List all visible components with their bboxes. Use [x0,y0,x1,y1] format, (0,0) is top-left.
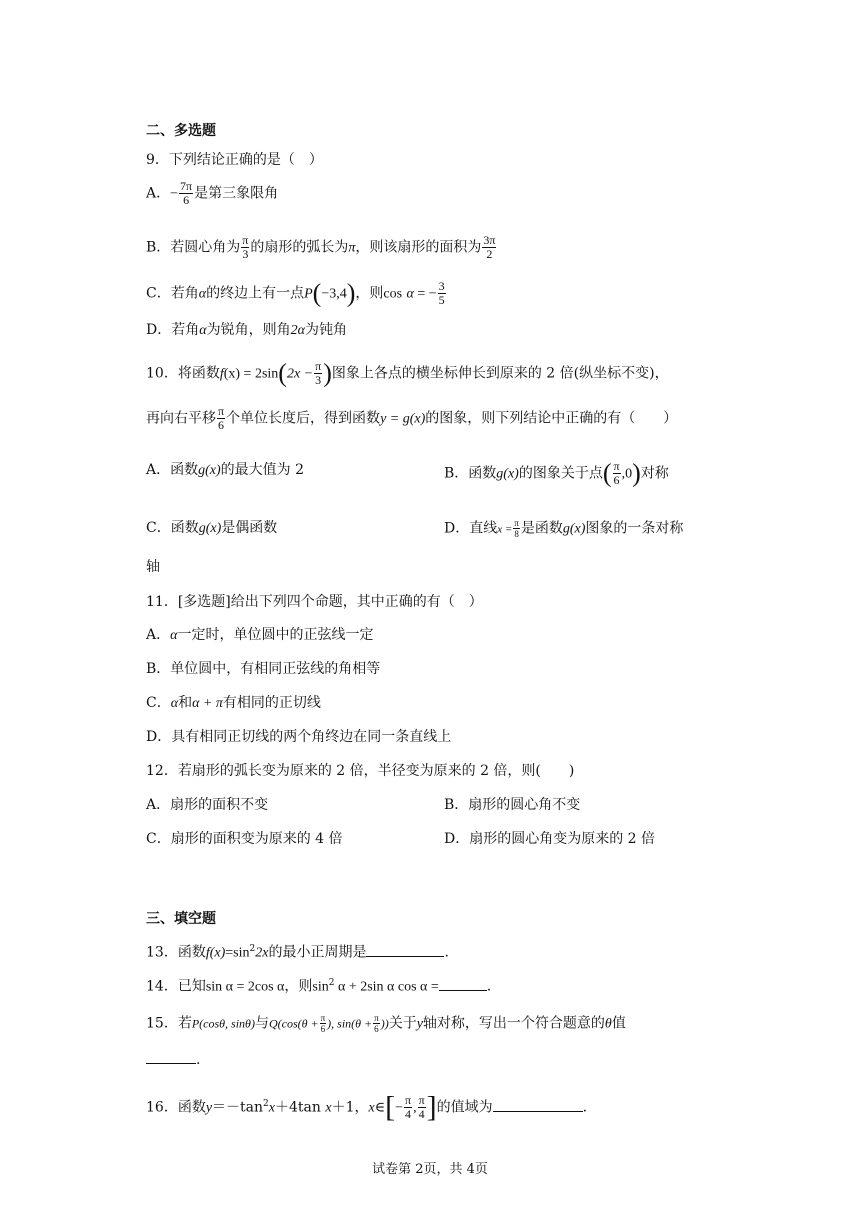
question-9-option-d: D．若角α为锐角，则角2α为钝角 [146,322,347,338]
question-12-option-b: B．扇形的圆心角不变 [444,797,581,813]
question-14: 14．已知sin α = 2cos α，则$\sin^2 \alpha + 2\sin$ α cos α = . [146,978,492,995]
section-heading-multiple-choice: 二、多选题 [146,123,216,139]
page-footer: 试卷第 2页，共 4页 [372,1162,488,1177]
question-11-option-b: B．单位圆中，有相同正弦线的角相等 [146,661,381,677]
question-12-option-c: C．扇形的面积变为原来的 4 倍 [146,831,343,847]
question-16: 16．函数$y=-\tan^2x+4\tan$ x＋1，x∈[− $\frac{\pi}{4}$ , $\frac{\pi}{4}$ ]的值域为 . [146,1090,588,1124]
answer-blank[interactable] [146,1051,196,1064]
answer-blank[interactable] [439,978,487,991]
question-10-stem-line2: 再向右平移 $\frac{\pi}{6}$ 个单位长度后，得到函数y = g(x)的图象，则下列结论中正确的有（ ） [146,404,678,432]
answer-blank[interactable] [493,1099,583,1112]
question-10-option-d-wrap: 轴 [146,559,160,575]
question-10-option-b: B．函数g(x)的图象关于点( $\frac{\pi}{6}$ ,0)对称 [444,458,669,488]
question-12-option-d: D．扇形的圆心角变为原来的 2 倍 [444,831,656,847]
question-12-option-a: A．扇形的面积不变 [146,797,269,813]
question-11-option-d: D．具有相同正切线的两个角终边在同一条直线上 [146,729,452,745]
question-11-option-a: A．α一定时，单位圆中的正弦线一定 [146,627,374,643]
question-9-option-c: C．若角α的终边上有一点P(−3,4)，则cos α = − $\frac{3}{5}$ [146,278,445,308]
question-9-stem: 9．下列结论正确的是（ ） [146,152,323,168]
question-11-option-c: C．α和α + π有相同的正切线 [146,695,321,711]
question-10-stem-line1: 10．将函数f(x) = 2sin(2x − $\frac{\pi}{3}$ )图象上各点的横坐标伸长到原来的 2 倍(纵坐标不变)， [146,358,669,388]
question-13: 13．函数$f(x)=\sin^22x$的最小正周期是 . [146,944,449,961]
question-11-stem: 11．[多选题]给出下列四个命题，其中正确的有（ ） [146,594,483,610]
question-9-option-b: B．若圆心角为 $\frac{\pi}{3}$ 的扇形的弧长为π，则该扇形的面积为 $\frac{3\pi}{2}$ [146,233,496,261]
question-10-option-d: D．直线x = $\frac{\pi}{8}$ 是函数g(x)图象的一条对称 [444,518,684,539]
question-10-option-a: A．函数g(x)的最大值为 2 [146,462,305,478]
question-15-blank-line: . [146,1050,200,1070]
question-12-stem: 12．若扇形的弧长变为原来的 2 倍，半径变为原来的 2 倍，则( ) [146,763,575,779]
question-10-option-c: C．函数g(x)是偶函数 [146,520,278,536]
question-15: 15．若P(cosθ, sinθ)与Q(cos(θ + $\frac{\pi}{6}$ ), sin(θ + $\frac{\pi}{6}$ ))关于y轴对称，写出一个符合题意的θ值 [146,1013,626,1034]
section-heading-fill-in: 三、填空题 [146,911,216,927]
question-9-option-a: A．− $\frac{7\pi}{6}$ 是第三象限角 [146,179,279,207]
answer-blank[interactable] [366,944,444,957]
